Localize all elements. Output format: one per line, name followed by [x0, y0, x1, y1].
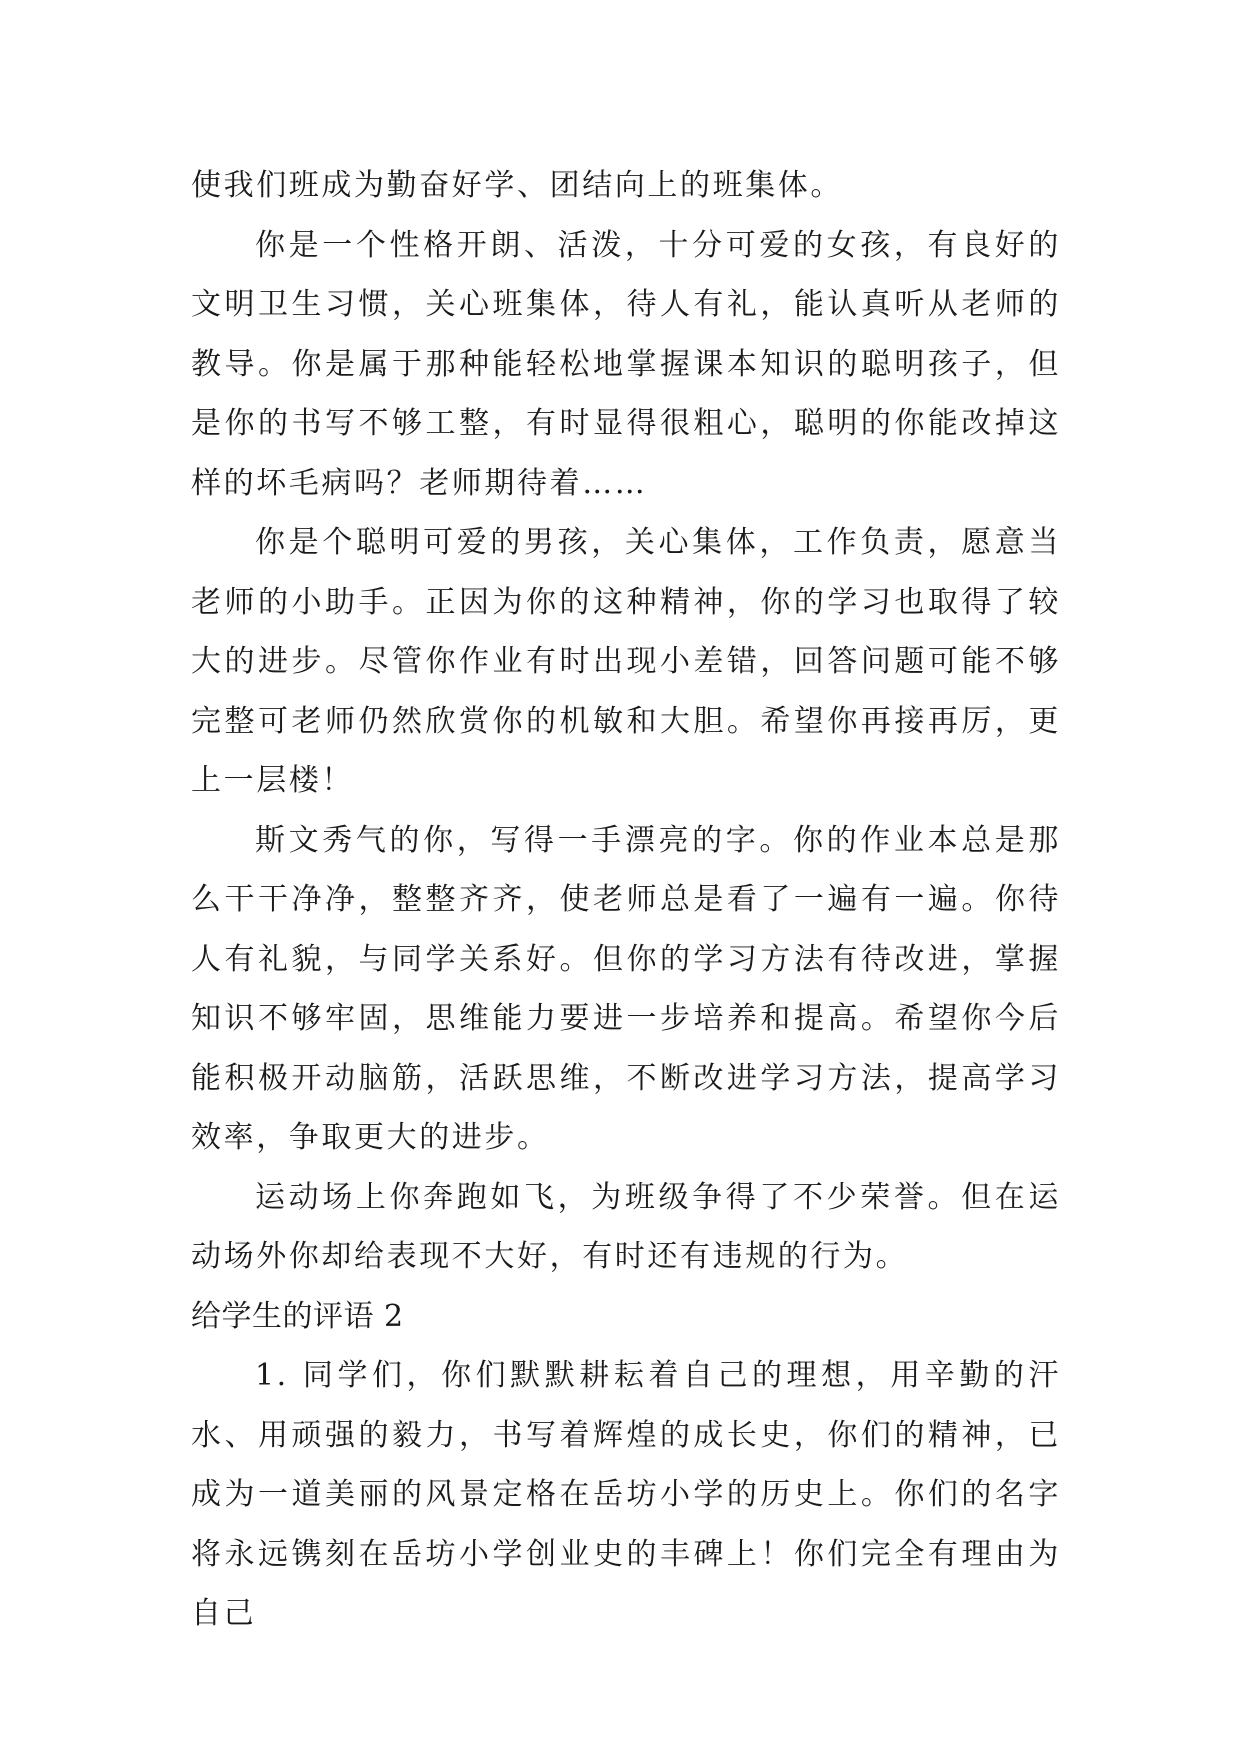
document-body	[191, 156, 1061, 1644]
paragraph-comment-boy: 你是个聪明可爱的男孩，关心集体，工作负责，愿意当老师的小助手。正因为你的这种精神，你的学习也取得了较大的进步。尽管你作业有时出现小差错，回答问题可能不够完整可老师仍然欣赏你的机敏和大胆。希望你再接再厉，更上一层楼！	[191, 525, 1061, 798]
paragraph-item-1: 1. 同学们，你们默默耕耘着自己的理想，用辛勤的汗水、用顽强的毅力，书写着辉煌的成长史，你们的精神，已成为一道美丽的风景定格在岳坊小学的历史上。你们的名字将永远镌刻在岳坊小学创业史的丰碑上！你们完全有理由为自己	[191, 1358, 1061, 1631]
paragraph-comment-handwriting: 斯文秀气的你，写得一手漂亮的字。你的作业本总是那么干干净净，整整齐齐，使老师总是看了一遍有一遍。你待人有礼貌，与同学关系好。但你的学习方法有待改进，掌握知识不够牢固，思维能力要进一步培养和提高。希望你今后能积极开动脑筋，活跃思维，不断改进学习方法，提高学习效率，争取更大的进步。	[191, 822, 1061, 1155]
paragraph-continuation: 使我们班成为勤奋好学、团结向上的班集体。	[191, 168, 843, 203]
paragraph-comment-sports: 运动场上你奔跑如飞，为班级争得了不少荣誉。但在运动场外你却给表现不大好，有时还有违规的行为。	[191, 1179, 1061, 1274]
section-heading: 给学生的评语 2	[191, 1298, 404, 1334]
paragraph-comment-girl: 你是一个性格开朗、活泼，十分可爱的女孩，有良好的文明卫生习惯，关心班集体，待人有礼，能认真听从老师的教导。你是属于那种能轻松地掌握课本知识的聪明孩子，但是你的书写不够工整，有时显得很粗心，聪明的你能改掉这样的坏毛病吗？老师期待着……	[191, 227, 1061, 501]
